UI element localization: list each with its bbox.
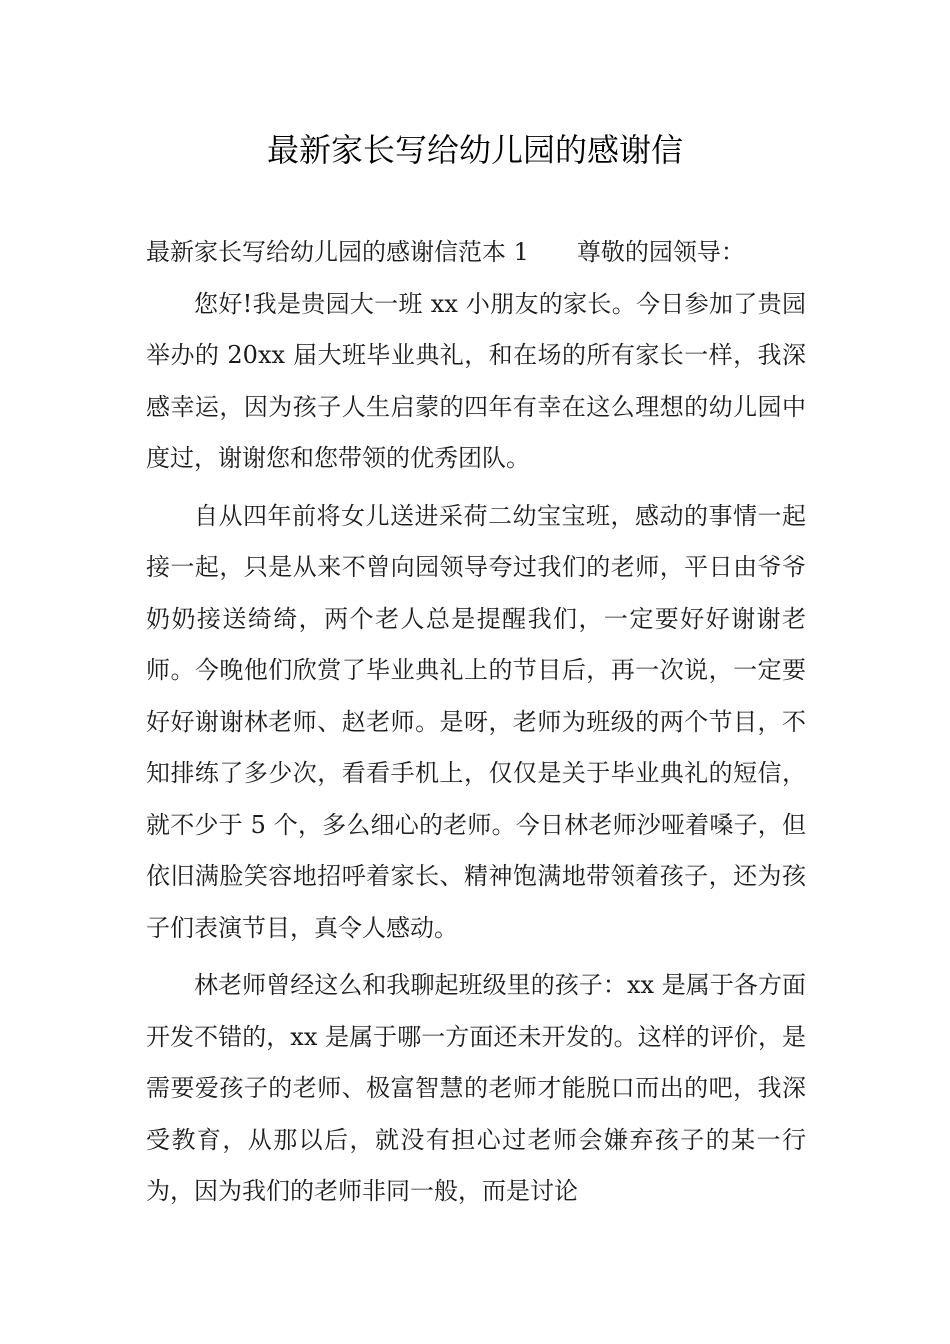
intro-label: 最新家长写给幼儿园的感谢信范本 1 bbox=[146, 238, 529, 266]
document-title: 最新家长写给幼儿园的感谢信 bbox=[266, 131, 683, 169]
paragraph-3: 林老师曾经这么和我聊起班级里的孩子：xx 是属于各方面开发不错的，xx 是属于哪一方面还未开发的。这样的评价，是需要爱孩子的老师、极富智慧的老师才能脱口而出的吧，我深受教育，从那以后，就没有担心过老师会嫌弃孩子的某一行为，因为我们的老师非同一般，而是讨论 bbox=[146, 971, 806, 1205]
paragraph-2: 自从四年前将女儿送进采荷二幼宝宝班，感动的事情一起接一起，只是从来不曾向园领导夸过我们的老师，平日由爷爷奶奶接送绮绮，两个老人总是提醒我们，一定要好好谢谢老师。今晚他们欣赏了毕业典礼上的节目后，再一次说，一定要好好谢谢林老师、赵老师。是呀，老师为班级的两个节目，不知排练了多少次，看看手机上，仅仅是关于毕业典礼的短信，就不少于 5 个，多么细心的老师。今日林老师沙哑着嗓子，但依旧满脸笑容地招呼着家长、精神饱满地带领着孩子，还为孩子们表演节目，真令人感动。 bbox=[146, 501, 806, 942]
intro-line bbox=[146, 227, 806, 279]
document-body bbox=[146, 227, 806, 1218]
paragraph-1: 您好!我是贵园大一班 xx 小朋友的家长。今日参加了贵园举办的 20xx 届大班毕业典礼，和在场的所有家长一样，我深感幸运，因为孩子人生启蒙的四年有幸在这么理想的幼儿园中度过，谢谢您和您带领的优秀团队。 bbox=[146, 289, 806, 472]
salutation: 尊敬的园领导： bbox=[576, 238, 745, 266]
